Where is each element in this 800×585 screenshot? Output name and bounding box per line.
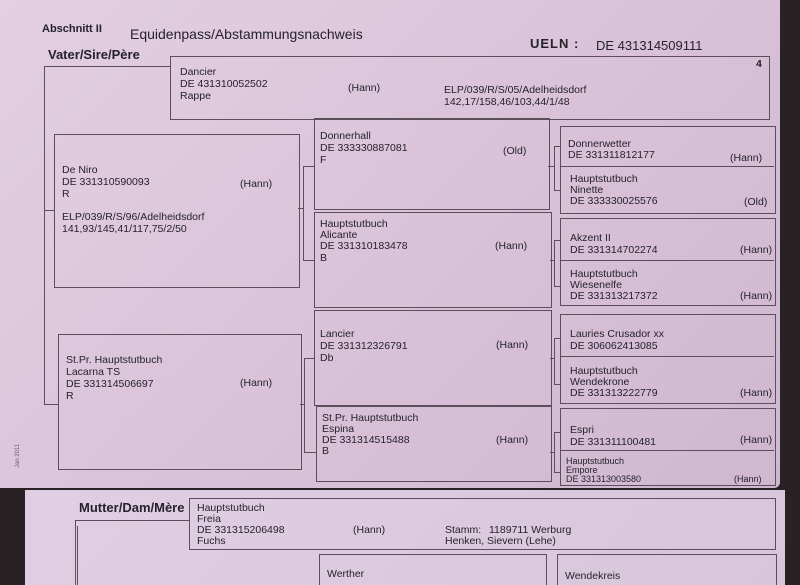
gen3-2-book: Hauptstutbuch — [320, 218, 388, 230]
gen4-8-name: Empore — [566, 465, 598, 475]
gen3-4-book: St.Pr. Hauptstutbuch — [322, 412, 419, 424]
gen3-3-id: DE 331312326791 — [320, 340, 408, 352]
gen4-4-book: Hauptstutbuch — [570, 268, 638, 280]
connector-g2b-bot — [304, 452, 316, 453]
gen4-4-name: Wiesenelfe — [570, 279, 622, 291]
gen4-6-book: Hauptstutbuch — [570, 365, 638, 377]
page-number: 4 — [756, 58, 762, 70]
gen4-pair-1-divider — [560, 166, 774, 167]
tree-connector-gen2-2 — [44, 404, 58, 405]
dam-stamm-label: Stamm: — [445, 524, 482, 536]
gen3-2-color: B — [320, 252, 328, 264]
tree-connector-sire — [44, 66, 45, 404]
gen4-pair-4-divider — [560, 450, 774, 451]
dam-page — [25, 490, 785, 585]
gen3-3-name: Lancier — [320, 328, 355, 340]
gen3-1-breed: (Old) — [503, 145, 527, 157]
sire-breed: (Hann) — [348, 82, 381, 94]
sire-measures: 142,17/158,46/103,44/1/48 — [444, 96, 570, 108]
sire-heading-vater: Vater — [48, 47, 80, 62]
sire-id: DE 431310052502 — [180, 78, 268, 90]
gen4-3-breed: (Hann) — [740, 244, 773, 256]
gen4-1-id: DE 331311812177 — [568, 149, 655, 161]
gen3-1-name: Donnerhall — [320, 130, 371, 142]
connector-g2a-top — [303, 166, 314, 167]
gen3-3-color: Db — [320, 352, 334, 364]
connector-g2b-top — [304, 358, 314, 359]
gen4-2-id: DE 333330025576 — [570, 195, 658, 207]
gen4-pair-2-divider — [560, 260, 774, 261]
gen3-1-id: DE 333330887081 — [320, 142, 408, 154]
gen3-box-3 — [314, 310, 552, 406]
ueln-value: DE 431314509111 — [596, 38, 703, 53]
sire-color: Rappe — [180, 90, 211, 102]
gen2-2-id: DE 331314506697 — [66, 378, 154, 390]
dam-breeder: Henken, Sievern (Lehe) — [445, 535, 556, 547]
ueln-label: UELN : — [530, 36, 580, 51]
gen2-1-code: ELP/039/R/S/96/Adelheidsdorf — [62, 211, 205, 223]
gen3-3-breed: (Hann) — [496, 339, 529, 351]
gen4-5-name: Lauries Crusador xx — [570, 328, 664, 340]
dam-heading — [79, 502, 184, 514]
gen4-1-breed: (Hann) — [730, 152, 763, 164]
gen4-7-id: DE 331311100481 — [570, 436, 657, 448]
gen2-1-id: DE 331310590093 — [62, 176, 150, 188]
gen4-pair-3-divider — [560, 356, 774, 357]
gen4-2-breed: (Old) — [744, 196, 768, 208]
sire-heading-rest: /Sire/Père — [79, 47, 140, 62]
gen4-3-name: Akzent II — [570, 232, 611, 244]
dam-color: Fuchs — [197, 535, 226, 547]
gen4-3-id: DE 331314702274 — [570, 244, 658, 256]
gen4-6-name: Wendekrone — [570, 376, 630, 388]
sire-heading — [48, 49, 140, 61]
gen2-1-measures: 141,93/145,41/117,75/2/50 — [62, 223, 187, 235]
page-title: Equidenpass/Abstammungsnachweis — [130, 26, 363, 42]
gen2-1-breed: (Hann) — [240, 178, 273, 190]
gen3-2-breed: (Hann) — [495, 240, 528, 252]
gen3-2-id: DE 331310183478 — [320, 240, 408, 252]
gen4-1-name: Donnerwetter — [568, 138, 632, 150]
gen2-2-breed: (Hann) — [240, 377, 273, 389]
gen4-6-breed: (Hann) — [740, 387, 773, 399]
gen4-5-id: DE 306062413085 — [570, 340, 658, 352]
gen4-4-breed: (Hann) — [740, 290, 773, 302]
dam-gen3-1-name: Werther — [327, 568, 365, 580]
gen4-4-id: DE 331313217372 — [570, 290, 658, 302]
sire-name: Dancier — [180, 66, 217, 78]
gen3-4-id: DE 331314515488 — [322, 434, 410, 446]
gen4-2-book: Hauptstutbuch — [570, 173, 638, 185]
gen2-1-color: R — [62, 188, 70, 200]
connector-g2a-v — [303, 166, 304, 260]
tree-connector-gen2-1 — [44, 210, 54, 211]
connector-g2b-v — [304, 358, 305, 452]
gen4-7-breed: (Hann) — [740, 434, 773, 446]
gen4-8-id: DE 331313003580 — [566, 474, 642, 484]
dam-gen2-outline — [77, 526, 188, 585]
dam-heading-rule — [75, 520, 189, 521]
connector-g3c-v — [554, 338, 555, 384]
dam-stamm-value: 1189711 Werburg — [489, 524, 572, 536]
dam-book: Hauptstutbuch — [197, 502, 265, 514]
gen3-4-name: Espina — [322, 423, 355, 435]
gen4-7-name: Espri — [570, 424, 594, 436]
dam-heading-rest: /Dam/Mère — [118, 500, 185, 515]
gen2-1-name: De Niro — [62, 164, 98, 176]
gen2-2-prefix: St.Pr. Hauptstutbuch — [66, 354, 163, 366]
gen2-2-color: R — [66, 390, 74, 402]
gen3-4-breed: (Hann) — [496, 434, 529, 446]
gen3-1-color: F — [320, 154, 327, 166]
gen3-2-name: Alicante — [320, 229, 358, 241]
dam-breed: (Hann) — [353, 524, 386, 536]
gen4-8-breed: (Hann) — [734, 474, 762, 484]
sire-code: ELP/039/R/S/05/Adelheidsdorf — [444, 84, 587, 96]
dam-heading-mutter: Mutter — [79, 500, 119, 515]
section-label: Abschnitt II — [42, 23, 102, 35]
gen3-4-color: B — [322, 445, 330, 457]
sire-heading-rule — [44, 66, 170, 67]
margin-note: Jan 2011 — [15, 443, 21, 468]
connector-g3a-v — [554, 146, 555, 190]
connector-g3d-v — [554, 432, 555, 472]
connector-g2a-bot — [303, 260, 314, 261]
dam-id: DE 331315206498 — [197, 524, 285, 536]
gen4-2-name: Ninette — [570, 184, 604, 196]
dam-gen4-1-name: Wendekreis — [565, 570, 621, 582]
gen4-6-id: DE 331313222779 — [570, 387, 658, 399]
gen2-2-name: Lacarna TS — [66, 366, 121, 378]
dam-tree-connector — [75, 520, 76, 585]
gen4-8-book: Hauptstutbuch — [566, 456, 625, 466]
dam-name: Freia — [197, 513, 221, 525]
connector-g3b-v — [554, 240, 555, 286]
